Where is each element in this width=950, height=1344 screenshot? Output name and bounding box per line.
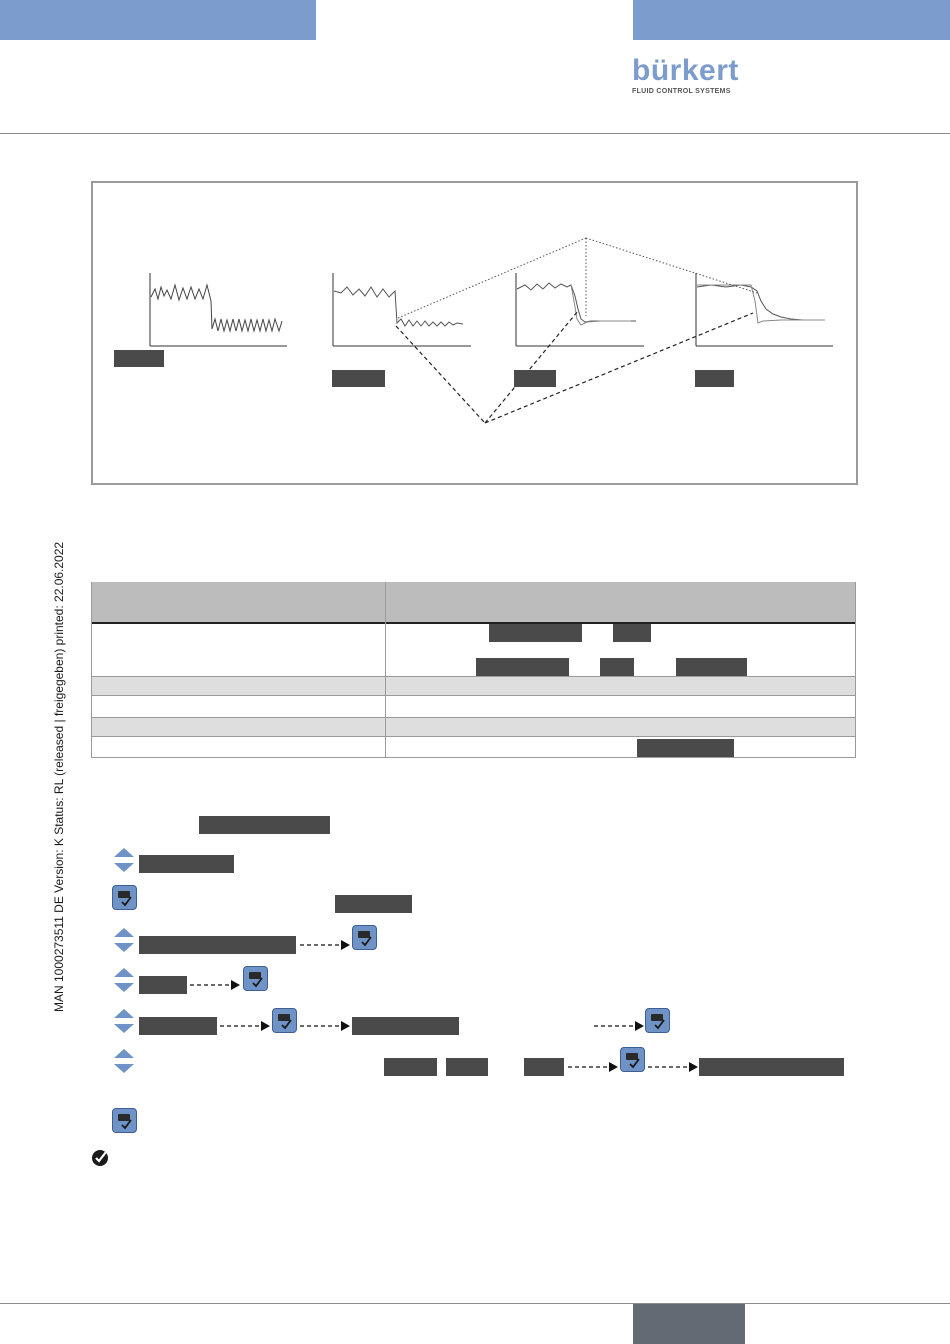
redacted-label	[114, 350, 164, 367]
redacted-label	[676, 658, 747, 676]
redacted-label	[476, 658, 569, 676]
controller-response-figure	[91, 181, 858, 485]
enter-key-icon	[243, 966, 268, 991]
check-circle-icon	[91, 1148, 111, 1168]
page-number-tab	[633, 1304, 745, 1344]
table-row-rule	[91, 695, 856, 696]
dashed-arrow-icon	[299, 1019, 351, 1033]
table-right-border	[855, 582, 856, 758]
redacted-label	[139, 855, 234, 873]
header-bar-left	[0, 0, 316, 40]
redacted-label	[352, 1017, 459, 1035]
redacted-label	[514, 370, 556, 387]
up-down-arrows-icon	[112, 847, 136, 873]
redacted-label	[446, 1058, 488, 1076]
logo-tagline: FLUID CONTROL SYSTEMS	[632, 88, 731, 95]
redacted-label	[600, 658, 634, 676]
redacted-label	[139, 1017, 217, 1035]
series-line	[697, 285, 825, 320]
enter-key-icon	[112, 1108, 137, 1133]
header-rule	[0, 133, 950, 134]
redacted-label	[613, 624, 651, 642]
table-header	[91, 582, 856, 622]
up-down-arrows-icon	[112, 1048, 136, 1074]
table-header-rule	[91, 622, 856, 624]
chart-panel-4	[696, 273, 833, 346]
dashed-arrow-icon	[647, 1060, 699, 1074]
table-column-divider	[385, 582, 386, 758]
table-row-rule	[91, 736, 856, 737]
up-down-arrows-icon	[112, 1008, 136, 1034]
enter-key-icon	[645, 1008, 670, 1033]
chart-panel-1	[150, 273, 287, 346]
redacted-label	[335, 895, 412, 913]
redacted-label	[524, 1058, 564, 1076]
redacted-label	[637, 739, 734, 757]
redacted-label	[332, 370, 385, 387]
redacted-label	[139, 976, 187, 994]
redacted-label	[139, 936, 296, 954]
enter-key-icon	[352, 925, 377, 950]
document-status-note: MAN 1000273511 DE Version: K Status: RL (released | freigegeben) printed: 22.06.2022	[52, 541, 66, 1012]
series-line	[334, 287, 463, 326]
redacted-label	[384, 1058, 437, 1076]
up-down-arrows-icon	[112, 967, 136, 993]
footer-rule	[0, 1303, 950, 1304]
table-bottom-rule	[91, 757, 856, 758]
series-line-2	[571, 285, 631, 325]
dashed-arrow-icon	[567, 1060, 619, 1074]
enter-key-icon	[272, 1008, 297, 1033]
table-row-rule	[91, 676, 856, 677]
up-down-arrows-icon	[112, 927, 136, 953]
table-row	[91, 676, 856, 695]
table-left-border	[91, 582, 92, 758]
parameter-table	[91, 582, 856, 758]
series-line	[151, 285, 282, 331]
redacted-label	[199, 816, 330, 834]
dashed-arrow-icon	[189, 978, 241, 992]
chart-panel-2	[333, 273, 471, 346]
enter-key-icon	[620, 1047, 645, 1072]
dashed-arrow-icon	[219, 1019, 271, 1033]
table-row	[91, 717, 856, 736]
callout-lines	[396, 311, 753, 423]
table-row-rule	[91, 717, 856, 718]
redacted-label	[489, 624, 582, 642]
redacted-label	[699, 1058, 844, 1076]
enter-key-icon	[112, 885, 137, 910]
brand-logo	[632, 54, 739, 95]
header-bar-right	[633, 0, 950, 40]
series-line-2	[697, 285, 825, 323]
dashed-arrow-icon	[299, 938, 351, 952]
logo-wordmark: bürkert	[632, 54, 739, 87]
redacted-label	[695, 370, 734, 387]
chart-panel-3	[516, 273, 644, 346]
dashed-arrow-icon	[593, 1019, 645, 1033]
